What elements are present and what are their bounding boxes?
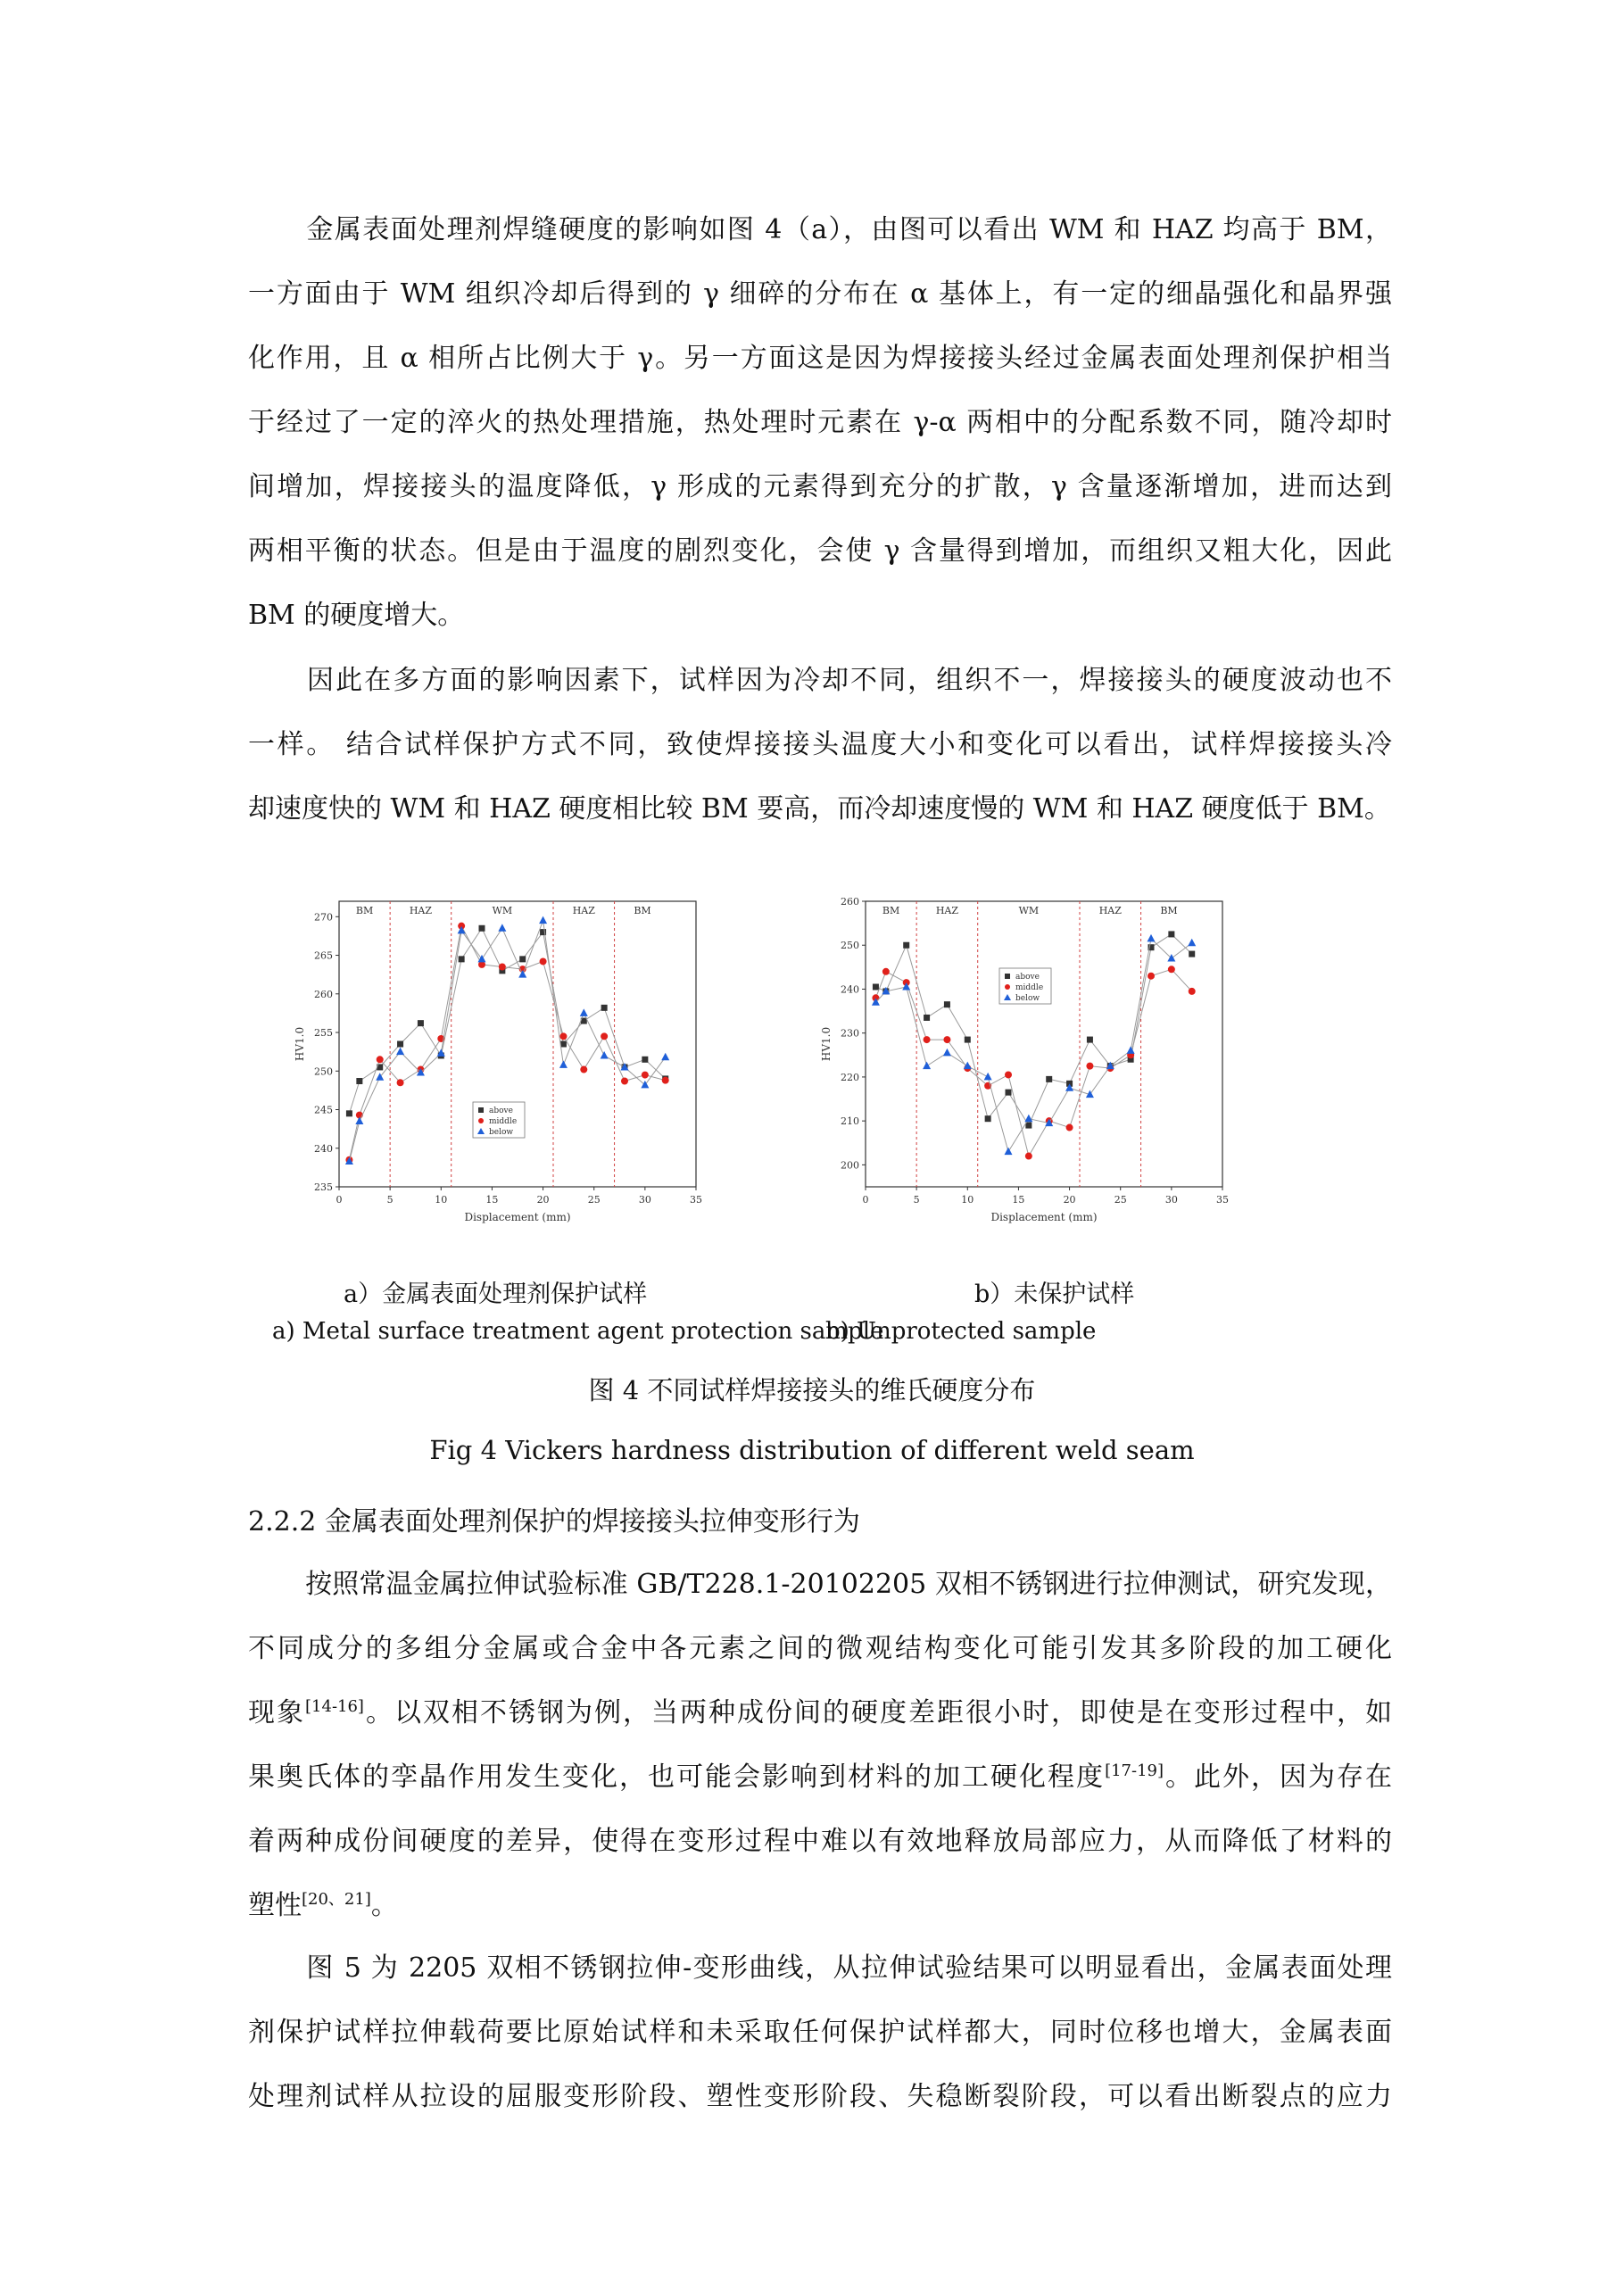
x-tick-label: 15 — [485, 1194, 499, 1206]
y-tick-label: 240 — [314, 1142, 333, 1155]
data-point-middle — [601, 1032, 608, 1040]
citation: [17-19] — [1105, 1761, 1164, 1780]
text-line: 于经过了一定的淬火的热处理措施，热处理时元素在 γ-α 两相中的分配系数不同，随冷却时 — [248, 407, 1392, 438]
y-tick-label: 265 — [314, 949, 333, 962]
text-line: 金属表面处理剂焊缝硬度的影响如图 4（a），由图可以看出 WM 和 HAZ 均高于 BM， — [305, 214, 1392, 245]
section-heading: 2.2.2 金属表面处理剂保护的焊接接头拉伸变形行为 — [248, 1506, 860, 1538]
data-point-above — [601, 1005, 608, 1011]
data-point-middle — [882, 968, 890, 975]
zone-label: BM — [355, 905, 374, 916]
caption-a-cn: a）金属表面处理剂保护试样 — [344, 1281, 648, 1308]
data-point-above — [944, 1001, 950, 1007]
data-point-above — [985, 1115, 991, 1122]
x-tick-label: 0 — [336, 1194, 343, 1206]
text-line: 图 5 为 2205 双相不锈钢拉伸-变形曲线，从拉伸试验结果可以明显看出，金属表面处理 — [305, 1952, 1392, 1984]
x-axis-label: Displacement (mm) — [464, 1211, 571, 1223]
data-point-below — [1188, 939, 1196, 947]
data-point-middle — [397, 1079, 404, 1086]
y-tick-label: 240 — [841, 983, 859, 996]
data-point-above — [418, 1020, 424, 1026]
data-point-middle — [499, 964, 506, 971]
text-line: 现象[14-16]。以双相不锈钢为例，当两种成份间的硬度差距很小时，即使是在变形过程中，如 — [248, 1697, 1393, 1728]
hardness-chart-b — [794, 883, 1258, 1240]
data-point-above — [903, 942, 909, 949]
text-line: 果奥氏体的孪晶作用发生变化，也可能会影响到材料的加工硬化程度[17-19]。此外，因为存在 — [248, 1761, 1393, 1793]
x-tick-label: 15 — [1012, 1194, 1025, 1206]
data-point-middle — [1025, 1153, 1032, 1160]
series-line-above — [349, 928, 665, 1114]
text-line: 化作用，且 α 相所占比例大于 γ。另一方面这是因为焊接接头经过金属表面处理剂保护相当 — [248, 343, 1392, 374]
text-line: BM 的硬度增大。 — [248, 600, 465, 631]
data-point-below — [984, 1073, 992, 1081]
data-point-middle — [1086, 1063, 1093, 1070]
data-point-middle — [559, 1032, 567, 1040]
legend-label: middle — [1015, 983, 1044, 992]
data-point-above — [459, 956, 465, 962]
data-point-below — [661, 1053, 669, 1061]
plot-frame — [339, 901, 696, 1187]
x-tick-label: 30 — [1164, 1194, 1178, 1206]
data-point-below — [355, 1116, 363, 1124]
y-tick-label: 260 — [841, 896, 859, 908]
caption-b-cn: b）未保护试样 — [974, 1281, 1135, 1308]
data-point-below — [601, 1051, 609, 1059]
y-tick-label: 230 — [841, 1027, 859, 1040]
data-point-middle — [1168, 966, 1175, 973]
data-point-middle — [943, 1036, 950, 1043]
zone-label: HAZ — [935, 905, 959, 916]
x-tick-label: 35 — [1216, 1194, 1229, 1206]
x-tick-label: 20 — [1063, 1194, 1076, 1206]
data-point-above — [1025, 1123, 1032, 1129]
x-tick-label: 10 — [961, 1194, 974, 1206]
data-point-middle — [1148, 973, 1155, 980]
zone-label: HAZ — [409, 905, 433, 916]
data-point-middle — [642, 1072, 649, 1079]
x-tick-label: 5 — [913, 1194, 920, 1206]
zone-label: WM — [1018, 905, 1040, 916]
data-point-middle — [540, 957, 547, 965]
y-tick-label: 200 — [841, 1159, 859, 1172]
data-point-above — [519, 956, 526, 962]
data-point-below — [964, 1062, 972, 1070]
zone-label: BM — [1160, 905, 1178, 916]
data-point-below — [1127, 1046, 1135, 1054]
data-point-above — [965, 1037, 971, 1043]
data-point-above — [397, 1041, 403, 1048]
data-point-above — [1006, 1090, 1012, 1096]
paragraph-4 — [248, 1936, 1392, 2129]
x-tick-label: 35 — [690, 1194, 702, 1206]
data-point-below — [559, 1060, 568, 1068]
x-tick-label: 5 — [386, 1194, 394, 1206]
data-point-above — [1189, 951, 1195, 957]
data-point-above — [346, 1110, 352, 1116]
data-point-above — [873, 984, 879, 991]
y-tick-label: 250 — [314, 1065, 333, 1078]
legend-label: above — [489, 1107, 513, 1115]
figure-title-en: Fig 4 Vickers hardness distribution of different weld seam — [429, 1435, 1195, 1465]
text-line: 两相平衡的状态。但是由于温度的剧烈变化，会使 γ 含量得到增加，而组织又粗大化，因此 — [248, 535, 1392, 567]
data-point-below — [943, 1049, 951, 1057]
legend-marker — [478, 1118, 484, 1123]
y-tick-label: 270 — [314, 911, 333, 924]
data-point-below — [498, 924, 506, 932]
text-line: 着两种成份间硬度的差异，使得在变形过程中难以有效地释放局部应力，从而降低了材料的 — [248, 1826, 1392, 1857]
data-point-middle — [1066, 1124, 1073, 1131]
text-line: 处理剂试样从拉设的屈服变形阶段、塑性变形阶段、失稳断裂阶段，可以看出断裂点的应力 — [248, 2081, 1392, 2112]
data-point-below — [1005, 1148, 1013, 1156]
caption-a-en: a) Metal surface treatment agent protection sample — [272, 1318, 884, 1345]
paragraph-1 — [248, 198, 1392, 648]
citation: [20、21] — [302, 1890, 371, 1909]
data-point-middle — [924, 1036, 931, 1043]
text-line: 塑性[20、21]。 — [248, 1890, 398, 1921]
x-tick-label: 0 — [862, 1194, 869, 1206]
x-tick-label: 20 — [536, 1194, 550, 1206]
zone-label: HAZ — [1098, 905, 1122, 916]
text-line: 按照常温金属拉伸试验标准 GB/T228.1-20102205 双相不锈钢进行拉伸测试，研究发现， — [305, 1569, 1392, 1600]
caption-b-en: b) Unprotected sample — [825, 1318, 1097, 1345]
y-axis-label: HV1.0 — [820, 1026, 833, 1062]
text-line: 却速度快的 WM 和 HAZ 硬度相比较 BM 要高，而冷却速度慢的 WM 和 HAZ 硬度低于 BM。 — [248, 793, 1391, 825]
legend-label: below — [489, 1128, 514, 1137]
data-point-middle — [580, 1066, 587, 1073]
figure-title-cn: 图 4 不同试样焊接接头的维氏硬度分布 — [588, 1375, 1036, 1405]
y-tick-label: 260 — [314, 988, 333, 1000]
text-line: 一方面由于 WM 组织冷却后得到的 γ 细碎的分布在 α 基体上，有一定的细晶强化和晶界强 — [248, 278, 1392, 310]
text-line: 一样。 结合试样保护方式不同，致使焊接接头温度大小和变化可以看出，试样焊接接头冷 — [248, 729, 1392, 760]
data-point-above — [642, 1057, 648, 1063]
y-tick-label: 245 — [314, 1104, 333, 1116]
text-line: 间增加，焊接接头的温度降低，γ 形成的元素得到充分的扩散，γ 含量逐渐增加，进而达到 — [248, 471, 1392, 502]
y-tick-label: 210 — [841, 1115, 859, 1128]
data-point-below — [539, 916, 547, 924]
data-point-above — [479, 925, 485, 932]
y-tick-label: 255 — [314, 1027, 333, 1040]
paragraph-2 — [248, 649, 1392, 841]
legend-label: below — [1015, 994, 1040, 1003]
data-point-below — [1148, 934, 1156, 942]
data-point-middle — [662, 1077, 669, 1084]
x-tick-label: 10 — [435, 1194, 448, 1206]
zone-label: WM — [492, 905, 513, 916]
legend-label: above — [1015, 973, 1040, 982]
data-point-above — [356, 1078, 362, 1084]
legend-marker — [1005, 974, 1010, 979]
data-point-above — [924, 1015, 930, 1021]
data-point-above — [1168, 931, 1174, 937]
y-tick-label: 220 — [841, 1071, 859, 1083]
citation: [14-16] — [305, 1697, 364, 1716]
plot-frame — [866, 901, 1222, 1187]
legend-label: middle — [489, 1117, 518, 1126]
data-point-below — [923, 1062, 931, 1070]
data-point-above — [1087, 1037, 1093, 1043]
hardness-chart-a — [268, 883, 732, 1240]
data-point-below — [580, 1008, 588, 1016]
x-tick-label: 25 — [587, 1194, 601, 1206]
text-line: 因此在多方面的影响因素下，试样因为冷却不同，组织不一，焊接接头的硬度波动也不 — [305, 665, 1392, 696]
zone-label: HAZ — [572, 905, 595, 916]
paragraph-3 — [248, 1553, 1392, 1938]
text-line: 不同成分的多组分金属或合金中各元素之间的微观结构变化可能引发其多阶段的加工硬化 — [248, 1633, 1392, 1664]
x-tick-label: 25 — [1114, 1194, 1127, 1206]
data-point-above — [1046, 1076, 1052, 1082]
y-tick-label: 235 — [314, 1181, 333, 1193]
text-line: 剂保护试样拉伸载荷要比原始试样和未采取任何保护试样都大，同时位移也增大，金属表面 — [248, 2017, 1392, 2048]
legend-marker — [478, 1107, 484, 1113]
zone-label: BM — [634, 905, 651, 916]
data-point-middle — [621, 1078, 628, 1085]
x-tick-label: 30 — [638, 1194, 651, 1206]
legend-marker — [1005, 984, 1010, 990]
y-axis-label: HV1.0 — [294, 1026, 306, 1062]
y-tick-label: 250 — [841, 940, 859, 952]
data-point-middle — [377, 1056, 384, 1063]
data-point-middle — [1005, 1071, 1012, 1078]
zone-label: BM — [882, 905, 900, 916]
data-point-middle — [1189, 988, 1196, 995]
data-point-below — [396, 1048, 404, 1056]
x-axis-label: Displacement (mm) — [990, 1211, 1098, 1223]
